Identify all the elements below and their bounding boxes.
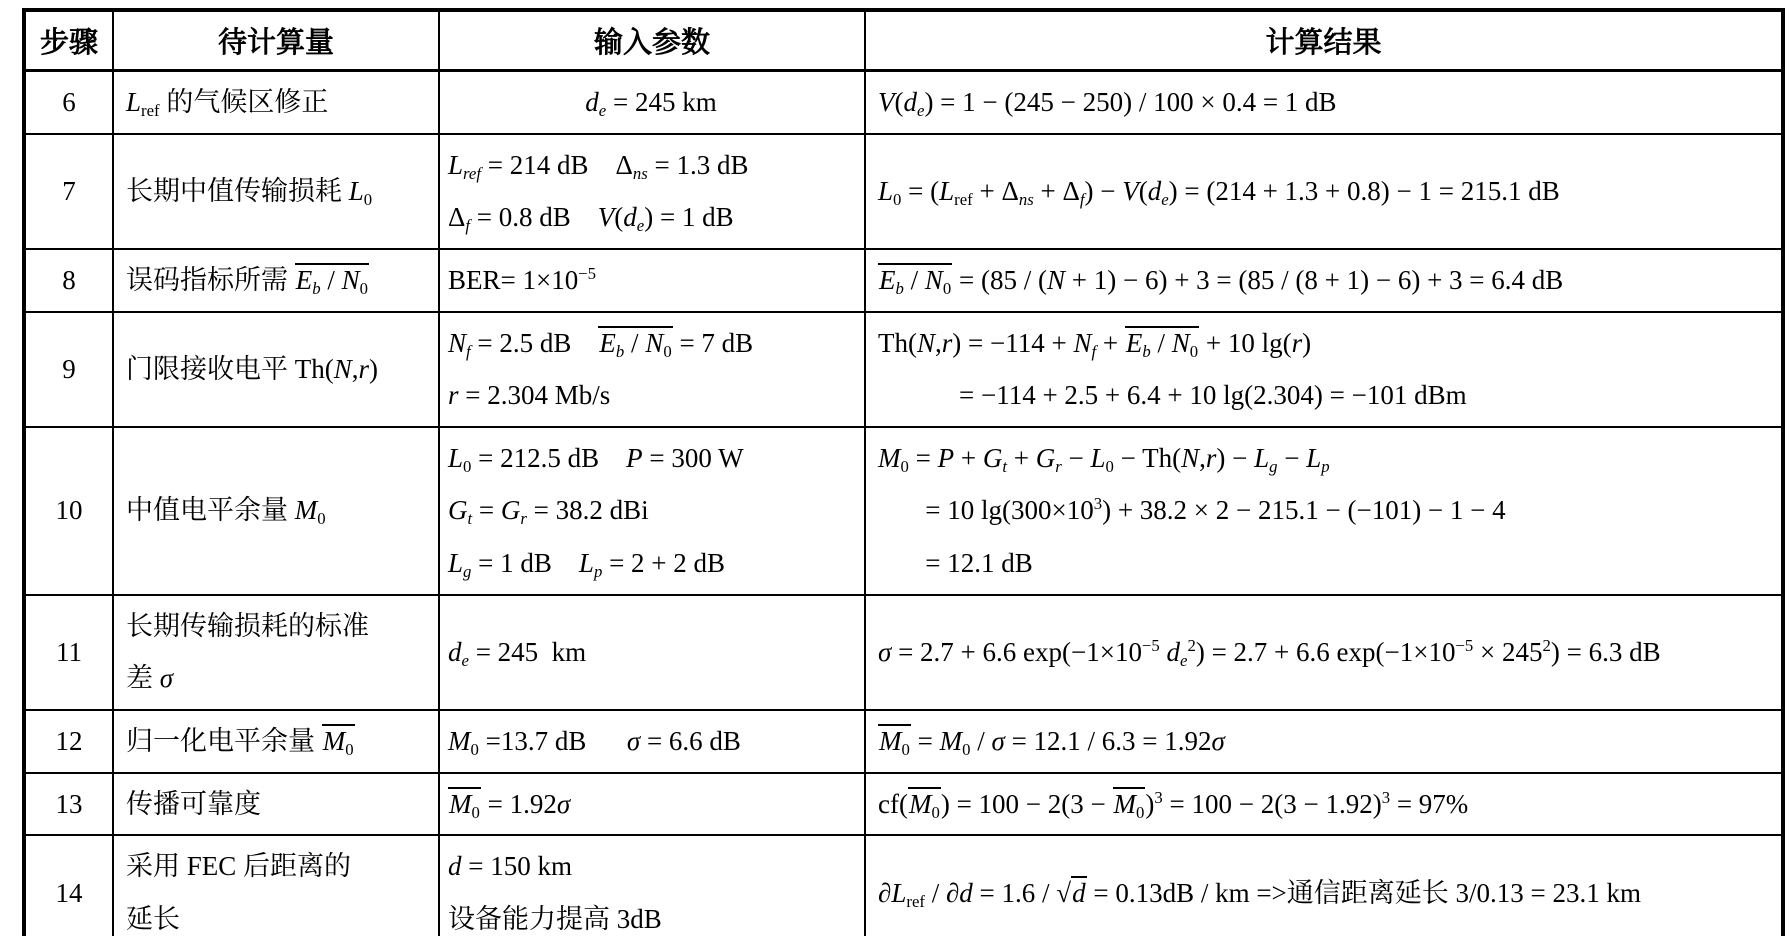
table-row <box>24 71 1783 134</box>
formula-line: $L_g = 1$ dB $L_p = 2 + 2$ dB <box>448 548 726 582</box>
header-result: 计算结果 <box>865 10 1783 71</box>
cell-quantity <box>113 71 439 134</box>
step-number: 11 <box>56 637 82 668</box>
cell-inputs <box>439 835 865 936</box>
cell-step <box>24 835 113 936</box>
formula-line: $\partial L_{ref} / \partial d = 1.6 / √d = 0.13dB$ / km =>通信距离延长 3/0.13 = 23.1 km <box>878 877 1642 911</box>
cell-inputs <box>439 595 865 710</box>
formula-line: $M_0 = 1.92\sigma$ <box>449 788 571 822</box>
cell-result <box>865 249 1783 312</box>
step-number: 7 <box>62 175 76 206</box>
formula-line: d = 150 km <box>448 851 572 882</box>
cell-step <box>24 773 113 836</box>
formula-line: $Th(N,r) = -114 + N_f + E_b / N_0 + 10$ lg(r) <box>878 327 1312 361</box>
cell-quantity <box>113 710 439 773</box>
formula-line: $d_e = 245$ km <box>585 87 717 121</box>
cell-inputs <box>439 249 865 312</box>
calculation-table <box>22 8 1785 936</box>
formula-line: = −114 + 2.5 + 6.4 + 10 lg(2.304) = −101 dBm <box>878 380 1467 411</box>
step-number: 14 <box>55 877 83 908</box>
formula-line: $\Delta_f = 0.8$ dB $V(d_e) = 1$ dB <box>448 202 734 236</box>
cell-result <box>865 134 1783 249</box>
cell-quantity <box>113 835 439 936</box>
cell-inputs <box>439 427 865 595</box>
formula-line: 误码指标所需 $E_b / N_0$ <box>126 264 369 298</box>
cell-step <box>24 249 113 312</box>
step-number: 12 <box>55 726 83 757</box>
formula-line: r = 2.304 Mb/s <box>448 380 611 411</box>
cell-step <box>24 710 113 773</box>
formula-line: 延长 <box>126 903 180 934</box>
formula-line: $L_{ref}$ 的气候区修正 <box>126 87 329 121</box>
cell-quantity <box>113 427 439 595</box>
formula-line: σ = 2.7 + 6.6 $\exp(-1\times 10^{-5}$ $d_e^2) = 2.7 + 6.6$ $\exp(-1\times 10^{-5} \times 245^2) = 6.3$ dB <box>878 636 1661 671</box>
formula-line: $M_0 =13.7$ dB σ = 6.6 dB <box>448 726 741 760</box>
formula-line: 长期中值传输损耗 $L_0$ <box>126 175 373 209</box>
formula-line: = 10 $\lg(300\times 10^3) + 38.2 \times 2 - 215.1 - (-101) - 1 - 4$ <box>878 494 1506 526</box>
cell-quantity <box>113 595 439 710</box>
formula-line: $d_e = 245$ km <box>448 637 587 671</box>
table-row <box>24 773 1783 836</box>
cell-quantity <box>113 249 439 312</box>
cell-quantity <box>113 134 439 249</box>
cell-quantity <box>113 312 439 427</box>
header-quantity: 待计算量 <box>113 10 439 71</box>
formula-line: $N_f = 2.5$ dB $E_b / N_0 = 7$ dB <box>448 327 754 361</box>
step-number: 8 <box>62 264 76 295</box>
formula-line: 差 σ <box>126 663 174 694</box>
formula-line: $cf(M_0) = 100 - 2(3 - M_0)^3 = 100 - 2(3 - 1.92)^3 = 97\%$ <box>878 787 1469 822</box>
cell-result <box>865 427 1783 595</box>
table-row <box>24 710 1783 773</box>
header-inputs: 输入参数 <box>439 10 865 71</box>
header-row <box>24 10 1783 71</box>
table-row <box>24 249 1783 312</box>
cell-result <box>865 312 1783 427</box>
formula-line: $V(d_e) = 1 - (245 - 250) / 100 \times 0.4 = 1$ dB <box>878 87 1337 121</box>
table-row <box>24 134 1783 249</box>
cell-inputs <box>439 312 865 427</box>
cell-result <box>865 773 1783 836</box>
cell-inputs <box>439 71 865 134</box>
cell-result <box>865 835 1783 936</box>
formula-line: = 12.1 dB <box>878 548 1033 579</box>
cell-inputs <box>439 134 865 249</box>
header-step: 步骤 <box>24 10 113 71</box>
table-row <box>24 835 1783 936</box>
table-row <box>24 427 1783 595</box>
step-number: 13 <box>55 788 83 819</box>
formula-line: $L_0 = 212.5$ dB P = 300 W <box>448 442 744 476</box>
formula-line: 门限接收电平 Th(N,r) <box>126 353 379 384</box>
step-number: 6 <box>62 87 76 117</box>
cell-result <box>865 595 1783 710</box>
table-body <box>24 71 1783 936</box>
cell-step <box>24 595 113 710</box>
cell-step <box>24 312 113 427</box>
formula-line: $BER= 1\times 10^{-5}$ <box>448 263 597 295</box>
formula-line: 传播可靠度 <box>126 788 261 819</box>
cell-quantity <box>113 773 439 836</box>
cell-step <box>24 427 113 595</box>
formula-line: 设备能力提高 3dB <box>448 903 662 934</box>
cell-step <box>24 134 113 249</box>
formula-line: 归一化电平余量 $M_0$ <box>126 726 354 760</box>
formula-line: $M_0 = P + G_t + G_r - L_0 - Th(N,r) - L_g - L_p$ <box>878 442 1330 476</box>
cell-inputs <box>439 710 865 773</box>
step-number: 10 <box>55 495 83 526</box>
formula-line: $E_b / N_0 = (85 / (N + 1) - 6) + 3 = (85 / (8 + 1) - 6) + 3 = 6.4$ dB <box>879 264 1564 298</box>
step-number: 9 <box>62 353 76 384</box>
formula-line: $G_t = G_r = 38.2$ dBi <box>448 495 649 529</box>
formula-line: $L_{ref} = 214$ dB $\Delta_{ns} = 1.3$ dB <box>448 149 749 183</box>
cell-result <box>865 710 1783 773</box>
table-row <box>24 312 1783 427</box>
cell-inputs <box>439 773 865 836</box>
formula-line: 采用 FEC 后距离的 <box>126 851 352 882</box>
cell-result <box>865 71 1783 134</box>
formula-line: $M_0 = M_0 / \sigma = 12.1 / 6.3 = 1.92\sigma$ <box>879 726 1225 760</box>
table-header <box>24 10 1783 71</box>
cell-step <box>24 71 113 134</box>
table-row <box>24 595 1783 710</box>
formula-line: 长期传输损耗的标准 <box>126 610 369 641</box>
formula-line: 中值电平余量 $M_0$ <box>126 495 326 529</box>
formula-line: $L_0 = (L_{ref} + \Delta_{ns} + \Delta_f) - V(d_e) = (214 + 1.3 + 0.8) - 1 = 215.1$ dB <box>878 175 1560 209</box>
